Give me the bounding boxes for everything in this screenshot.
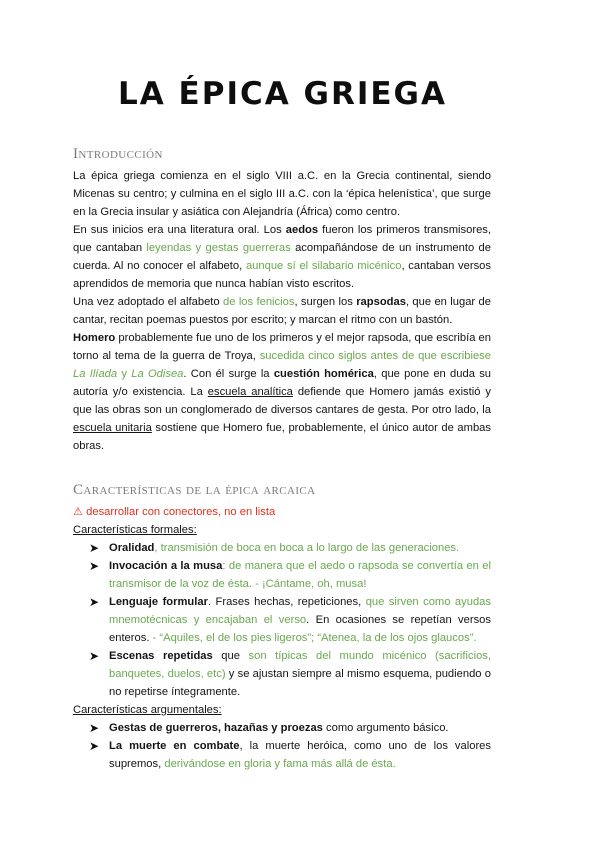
highlight-green: - “Aquiles, el de los pies ligeros”; “Atenea, la de los ojos glaucos”. [152,632,477,644]
highlight-green: de los fenicios [223,296,295,308]
text-span: fueron los primeros transmisores, que cantaban [73,224,491,254]
intro-paragraph-4 [73,329,491,455]
formales-label-text: Características formales [73,524,194,536]
highlight-green: derivándose en gloria y fama más allá de ésta. [164,758,396,770]
text-span: defiende que Homero jamás existió y que las obras son un conglomerado de diversos cantares de gesta. Por otro lado, la [73,386,491,416]
term-rapsodas: rapsodas [356,296,406,308]
highlight-green: leyendas y gestas guerreras [146,242,291,254]
term-cuestion-homerica: cuestión homérica [273,368,374,380]
text-span: probablemente fue uno de los primeros y el mejor rapsoda, que escribía en torno al tema de la guerra de Troya, [73,332,491,362]
highlight-green: : de manera que el aedo o rapsoda se convertía en el transmisor de la voz de ésta. - ¡Cántame, oh, musa! [109,560,491,590]
title-iliada: La Ilíada [73,368,118,380]
list-item [73,647,491,701]
list-item [73,557,491,593]
term-homero: Homero [73,332,116,344]
list-item [73,539,491,557]
text-span: , cantaban versos aprendidos de memoria que nunca habían visto escritos. [73,260,492,290]
arrow-bullet-icon: ➤ [89,739,100,753]
formales-label: Características formales: [73,524,197,536]
highlight-green: aunque sí el silabario micénico [245,260,402,272]
argumentales-label: Características argumentales: [73,704,222,716]
highlight-green: son típicas del mundo micénico (sacrificios, banquetes, duelos, etc) [109,650,491,680]
term-aedos: aedos [285,224,319,236]
list-item [73,593,491,647]
highlight-green: que sirven como ayudas mnemotécnicas y encajaban el verso [109,596,491,626]
argumentales-list [73,719,491,773]
text-span: sostiene que Homero fue, probablemente, el único autor de ambas obras. [73,422,491,452]
text-span: . En ocasiones se repetían versos enteros. [109,614,491,644]
text-span: y se ajustan siempre al mismo esquema, pudiendo o no repetirse íntegramente. [109,668,491,698]
item-term: Oralidad [109,542,155,554]
text-span: , que en lugar de cantar, recitan poemas puestos por escrito; y marcan el ritmo con un bastón. [73,296,491,326]
text-span: acompañándose de un instrumento de cuerda. Al no conocer el alfabeto, [73,242,492,272]
arrow-bullet-icon: ➤ [89,541,100,555]
highlight-green: y [117,368,132,380]
text-span: En sus inicios era una literatura oral. Los [73,224,286,236]
item-term: Invocación a la musa [109,560,223,572]
text-span: como argumento básico. [322,722,449,734]
text-span: , la muerte heróica, como uno de los valores supremos, [109,740,492,770]
arrow-bullet-icon: ➤ [89,595,100,609]
intro-paragraph-2 [73,221,491,293]
warning-note: ⚠ desarrollar con conectores, no en lista [73,506,276,518]
caract-section [73,503,491,773]
text-span: , que pone en duda su autoría y/o existencia. La [73,368,492,398]
intro-section [73,167,491,455]
intro-heading: Introducción [73,146,163,162]
title-odisea: La Odisea [131,368,184,380]
argumentales-label-text: Características argumentales [73,704,219,716]
arrow-bullet-icon: ➤ [89,721,100,735]
text-span: que [212,650,249,662]
item-term: La muerte en combate [109,740,240,752]
arrow-bullet-icon: ➤ [89,649,100,663]
page-title: LA ÉPICA GRIEGA [118,76,447,112]
term-escuela-analitica: escuela analítica [207,386,293,398]
list-item [73,719,491,737]
text-span: . Con él surge la [183,368,274,380]
intro-paragraph-3 [73,293,491,329]
caract-heading: Características de la épica arcaica [73,482,316,498]
item-term: Escenas repetidas [109,650,213,662]
highlight-green: sucedida cinco siglos antes de que escribiese [259,350,491,362]
term-escuela-unitaria: escuela unitaria [73,422,152,434]
highlight-green: , transmisión de boca en boca a lo largo de las generaciones. [154,542,460,554]
item-term: Lenguaje formular [109,596,208,608]
text-span: , surgen los [294,296,357,308]
text-span: . Frases hechas, repeticiones, [207,596,366,608]
item-term: Gestas de guerreros, hazañas y proezas [109,722,323,734]
formales-list [73,539,491,701]
list-item [73,737,491,773]
text-span: Una vez adoptado el alfabeto [73,296,223,308]
arrow-bullet-icon: ➤ [89,559,100,573]
intro-paragraph-1: La épica griega comienza en el siglo VIII a.C. en la Grecia continental, siendo Micenas su centro; y culmina en el siglo III a.C. con la ‘épica helenística’, que surge en la Grecia insular y asiática con Alejandría (África) como centro. [73,170,491,218]
